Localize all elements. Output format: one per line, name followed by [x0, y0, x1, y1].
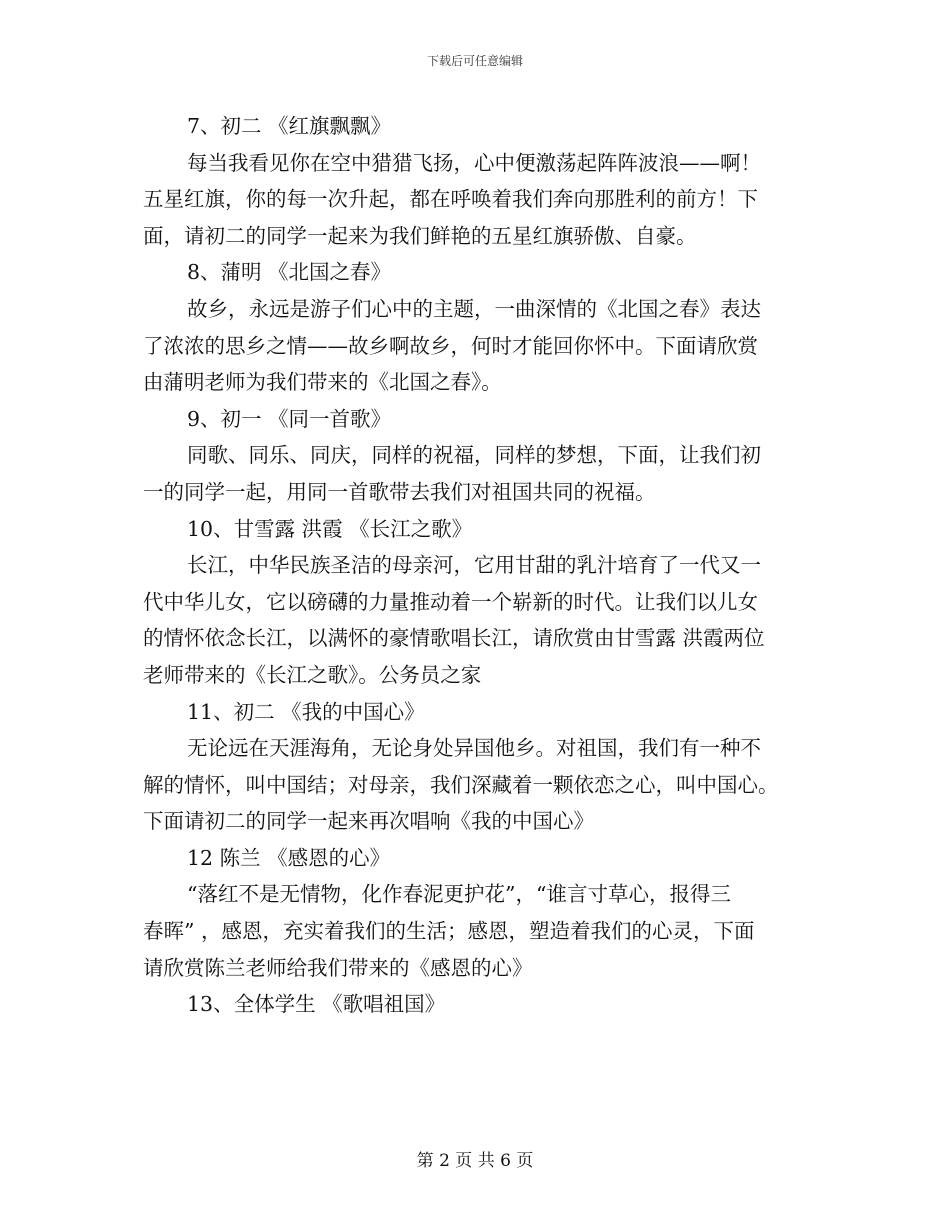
program-item-heading: 12 陈兰 《感恩的心》 [187, 845, 391, 870]
paragraph-line: 一的同学一起，用同一首歌带去我们对祖国共同的祝福。 [143, 479, 656, 504]
paragraph-line: 解的情怀，叫中国结；对母亲，我们深藏着一颗依恋之心，叫中国心。 [143, 772, 779, 797]
paragraph-line: 请欣赏陈兰老师给我们带来的《感恩的心》 [143, 955, 533, 980]
paragraph-line: 无论远在天涯海角，无论身处异国他乡。对祖国，我们有一种不 [187, 736, 761, 761]
document-body [143, 108, 808, 1023]
paragraph-line: 下面请初二的同学一起来再次唱响《我的中国心》 [143, 809, 594, 834]
program-item-heading: 9、初一 《同一首歌》 [187, 406, 392, 431]
paragraph-line: “落红不是无情物，化作春泥更护花”，“谁言寸草心，报得三 [187, 882, 731, 907]
paragraph-line: 同歌、同乐、同庆，同样的祝福，同样的梦想，下面，让我们初 [187, 443, 761, 468]
paragraph-line: 每当我看见你在空中猎猎飞扬，心中便激荡起阵阵波浪——啊！ [187, 150, 761, 175]
paragraph-line: 长江，中华民族圣洁的母亲河，它用甘甜的乳汁培育了一代又一 [187, 553, 761, 578]
paragraph-line: 了浓浓的思乡之情——故乡啊故乡，何时才能回你怀中。下面请欣赏 [143, 333, 758, 358]
paragraph-line: 五星红旗，你的每一次升起，都在呼唤着我们奔向那胜利的前方！下 [143, 187, 758, 212]
page-footer: 第 2 页 共 6 页 [416, 1151, 534, 1171]
paragraph-line: 的情怀依念长江，以满怀的豪情歌唱长江，请欣赏由甘雪露 洪霞两位 [143, 626, 765, 651]
program-item-heading: 13、全体学生 《歌唱祖国》 [187, 992, 446, 1017]
program-item-heading: 8、蒲明 《北国之春》 [187, 260, 392, 285]
paragraph-line: 春晖” ，感恩，充实着我们的生活；感恩，塑造着我们的心灵，下面 [143, 919, 755, 944]
page-header: 下载后可任意编辑 [426, 54, 523, 68]
paragraph-line: 代中华儿女，它以磅礴的力量推动着一个崭新的时代。让我们以儿女 [143, 589, 758, 614]
program-item-heading: 10、甘雪露 洪霞 《长江之歌》 [187, 516, 473, 541]
paragraph-line: 老师带来的《长江之歌》。公务员之家 [143, 662, 482, 687]
program-item-heading: 7、初二 《红旗飘飘》 [187, 114, 392, 138]
paragraph-line: 面，请初二的同学一起来为我们鲜艳的五星红旗骄傲、自豪。 [143, 223, 697, 248]
program-item-heading: 11、初二 《我的中国心》 [187, 699, 425, 724]
paragraph-line: 故乡，永远是游子们心中的主题，一曲深情的《北国之春》表达 [187, 296, 761, 321]
paragraph-line: 由蒲明老师为我们带来的《北国之春》。 [143, 370, 502, 395]
